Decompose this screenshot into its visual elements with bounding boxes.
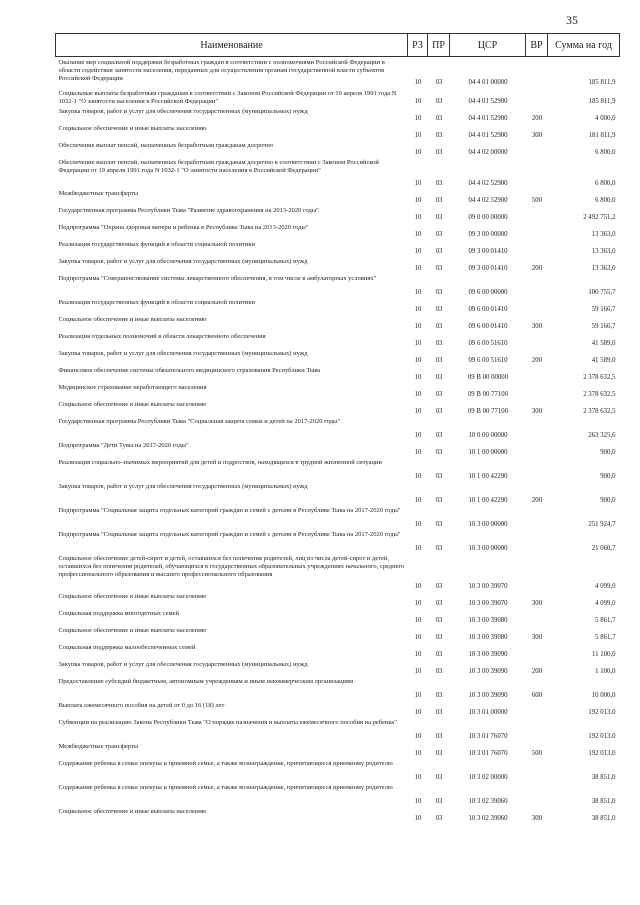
- row-sum: 41 589,0: [591, 339, 616, 347]
- row-sum: 5 861,7: [595, 616, 616, 624]
- row-name: Государственная программа Республики Тыва "Социальная защита семьи и детей на 2017-2020 годы": [58, 417, 341, 425]
- row-sum: 181 811,9: [588, 131, 616, 139]
- row-pr: 03: [435, 431, 443, 439]
- row-vr: 200: [531, 356, 543, 364]
- row-rz: 10: [414, 496, 422, 504]
- row-rz: 10: [414, 797, 422, 805]
- table-row: [56, 205, 620, 222]
- row-csr: 04 4 01 00000: [468, 79, 508, 87]
- table-row: [56, 348, 620, 365]
- row-csr: 10 3 00 00000: [468, 544, 508, 552]
- header-rz: РЗ: [408, 34, 428, 57]
- table-row: [56, 505, 620, 529]
- table-row: [56, 741, 620, 758]
- row-csr: 09 В 00 00000: [467, 373, 509, 381]
- row-rz: 10: [414, 732, 422, 740]
- table-row: [56, 123, 620, 140]
- row-csr: 10 3 00 39090: [468, 650, 508, 658]
- row-pr: 03: [435, 472, 443, 480]
- row-name: Закупка товаров, работ и услуг для обеспечения государственных (муниципальных) нужд: [58, 107, 308, 115]
- header-name: Наименование: [56, 34, 408, 57]
- row-rz: 10: [414, 97, 422, 105]
- row-pr: 03: [435, 496, 443, 504]
- row-pr: 03: [435, 633, 443, 641]
- row-sum: 38 851,0: [591, 814, 616, 822]
- table-row: [56, 806, 620, 823]
- row-vr: [526, 57, 548, 88]
- row-rz: 10: [414, 633, 422, 641]
- table-row: [56, 659, 620, 676]
- row-vr: 200: [531, 264, 543, 272]
- row-sum: 192 013,0: [588, 749, 616, 757]
- row-sum: 10 000,0: [591, 691, 616, 699]
- row-csr: 10 3 01 76070: [468, 732, 508, 740]
- header-vr: ВР: [526, 34, 548, 57]
- row-csr: 09 6 00 51610: [468, 339, 508, 347]
- row-csr: 04 4 02 52900: [468, 196, 508, 204]
- row-vr: [526, 88, 548, 106]
- row-sum: 5 861,7: [595, 633, 616, 641]
- row-vr: 300: [531, 633, 543, 641]
- row-rz: 10: [414, 322, 422, 330]
- row-vr: [526, 273, 548, 297]
- table-header-row: [56, 34, 620, 57]
- row-sum: 2 492 751,2: [583, 213, 616, 221]
- row-rz: 10: [414, 544, 422, 552]
- table-row: [56, 642, 620, 659]
- row-csr: 10 3 02 00000: [468, 773, 508, 781]
- row-sum: 2 378 632,5: [583, 390, 616, 398]
- row-pr: 03: [435, 582, 443, 590]
- row-rz: 10: [414, 114, 422, 122]
- row-name: Закупка товаров, работ и услуг для обеспечения государственных (муниципальных) нужд: [58, 660, 308, 668]
- row-pr: 03: [435, 79, 443, 87]
- row-name: Подпрограмма "Охрана здоровья матери и ребенка в Республике Тыва на 2013-2020 годы": [58, 223, 309, 231]
- row-csr: 04 4 02 00000: [468, 148, 508, 156]
- table-row: [56, 553, 620, 591]
- row-csr: 10 3 02 39060: [468, 797, 508, 805]
- row-csr: 09 3 00 01410: [468, 247, 508, 255]
- row-vr: [526, 297, 548, 314]
- row-pr: 03: [435, 616, 443, 624]
- row-csr: 09 0 00 00000: [468, 213, 508, 221]
- row-sum: 100 755,7: [588, 288, 616, 296]
- row-rz: 10: [414, 390, 422, 398]
- row-sum: 21 060,7: [591, 544, 616, 552]
- row-vr: [526, 440, 548, 457]
- table-row: [56, 416, 620, 440]
- table-row: [56, 440, 620, 457]
- row-rz: 10: [414, 472, 422, 480]
- row-vr: [526, 365, 548, 382]
- table-row: [56, 457, 620, 481]
- table-row: [56, 782, 620, 806]
- header-csr: ЦСР: [450, 34, 526, 57]
- row-pr: 03: [435, 732, 443, 740]
- row-pr: 03: [435, 196, 443, 204]
- row-name: Содержание ребенка в семье опекуна и приемной семье, а также вознаграждение, причитающееся приемному родителю: [58, 759, 393, 767]
- row-rz: 10: [414, 131, 422, 139]
- row-rz: 10: [414, 691, 422, 699]
- row-name: Закупка товаров, работ и услуг для обеспечения государственных (муниципальных) нужд: [58, 482, 308, 490]
- row-rz: 10: [414, 814, 422, 822]
- row-rz: 10: [414, 264, 422, 272]
- row-vr: [526, 416, 548, 440]
- row-vr: [526, 642, 548, 659]
- row-rz: 10: [414, 213, 422, 221]
- row-csr: 09 3 00 00000: [468, 230, 508, 238]
- row-csr: 10 1 00 00000: [468, 448, 508, 456]
- row-rz: 10: [414, 431, 422, 439]
- row-name: Финансовое обеспечение системы обязательного медицинского страхования Республики Тыва: [58, 366, 321, 374]
- row-pr: 03: [435, 97, 443, 105]
- row-sum: 185 811,9: [588, 79, 616, 87]
- row-pr: 03: [435, 373, 443, 381]
- row-name: Обеспечение выплат пенсий, назначенных безработным гражданам досрочно в соответствии с Законом Российской Федерации от 19 апреля 1991 года N 1032-1 "О занятости населения в Российской Федерации": [58, 158, 379, 174]
- table-row: [56, 57, 620, 88]
- table-row: [56, 529, 620, 553]
- row-rz: 10: [414, 196, 422, 204]
- row-csr: 10 1 00 42290: [468, 472, 508, 480]
- table-row: [56, 481, 620, 505]
- row-vr: [526, 205, 548, 222]
- budget-table: [55, 33, 620, 823]
- row-sum: 900,0: [600, 496, 616, 504]
- row-rz: 10: [414, 339, 422, 347]
- row-sum: 251 924,7: [588, 520, 616, 528]
- row-name: Закупка товаров, работ и услуг для обеспечения государственных (муниципальных) нужд: [58, 257, 308, 265]
- row-name: Социальное обеспечение и иные выплаты населению: [58, 626, 207, 634]
- row-csr: 09 6 00 01410: [468, 305, 508, 313]
- row-sum: 6 800,0: [595, 179, 616, 187]
- row-rz: 10: [414, 773, 422, 781]
- row-csr: 10 3 00 39070: [468, 582, 508, 590]
- row-vr: [526, 758, 548, 782]
- row-vr: [526, 239, 548, 256]
- row-rz: 10: [414, 448, 422, 456]
- row-sum: 4 000,0: [595, 114, 616, 122]
- row-rz: 10: [414, 179, 422, 187]
- row-name: Субвенции на реализацию Закона Республики Тыва "О порядке назначения и выплаты ежемесячного пособия на ребенка": [58, 718, 397, 726]
- row-name: Социальное обеспечение и иные выплаты населению: [58, 124, 207, 132]
- row-rz: 10: [414, 356, 422, 364]
- row-name: Реализация государственных функций в области социальной политики: [58, 240, 255, 248]
- row-name: Закупка товаров, работ и услуг для обеспечения государственных (муниципальных) нужд: [58, 349, 308, 357]
- row-csr: 10 3 00 39080: [468, 633, 508, 641]
- row-rz: 10: [414, 749, 422, 757]
- row-vr: 200: [531, 496, 543, 504]
- row-vr: 200: [531, 667, 543, 675]
- row-vr: [526, 157, 548, 188]
- row-csr: 04 4 01 52900: [468, 97, 508, 105]
- row-csr: 09 3 00 01410: [468, 264, 508, 272]
- row-name: Межбюджетные трансферты: [58, 189, 139, 197]
- row-pr: 03: [435, 814, 443, 822]
- row-csr: 10 0 00 00000: [468, 431, 508, 439]
- row-sum: 900,0: [600, 448, 616, 456]
- row-sum: 59 166,7: [591, 305, 616, 313]
- row-pr: 03: [435, 247, 443, 255]
- table-row: [56, 188, 620, 205]
- table-row: [56, 106, 620, 123]
- row-name: Предоставление субсидий бюджетным, автономным учреждениям и иным некоммерческим организациям: [58, 677, 354, 685]
- row-pr: 03: [435, 114, 443, 122]
- row-sum: 185 811,9: [588, 97, 616, 105]
- row-csr: 10 3 01 76070: [468, 749, 508, 757]
- page-number: 35: [566, 13, 578, 27]
- row-csr: 09 В 00 77100: [467, 390, 509, 398]
- header-pr: ПР: [428, 34, 450, 57]
- row-pr: 03: [435, 230, 443, 238]
- table-row: [56, 256, 620, 273]
- row-name: Медицинское страхование неработающего населения: [58, 383, 207, 391]
- row-vr: [526, 331, 548, 348]
- row-csr: 10 3 00 00000: [468, 520, 508, 528]
- row-pr: 03: [435, 148, 443, 156]
- row-pr: 03: [435, 288, 443, 296]
- row-pr: 03: [435, 131, 443, 139]
- row-csr: 10 3 00 39090: [468, 667, 508, 675]
- row-csr: 10 3 00 39090: [468, 691, 508, 699]
- row-pr: 03: [435, 599, 443, 607]
- header-sum: Сумма на год: [548, 34, 620, 57]
- row-sum: 41 589,0: [591, 356, 616, 364]
- row-pr: 03: [435, 773, 443, 781]
- table-row: [56, 365, 620, 382]
- row-vr: 500: [531, 749, 543, 757]
- row-sum: 192 013,0: [588, 732, 616, 740]
- row-vr: [526, 782, 548, 806]
- row-sum: 38 851,0: [591, 797, 616, 805]
- row-sum: 4 099,0: [595, 582, 616, 590]
- row-sum: 2 378 632,5: [583, 407, 616, 415]
- table-row: [56, 758, 620, 782]
- row-sum: 263 325,6: [588, 431, 616, 439]
- table-row: [56, 608, 620, 625]
- table-row: [56, 700, 620, 717]
- row-pr: 03: [435, 708, 443, 716]
- row-name: Социальная поддержка многодетных семей: [58, 609, 180, 617]
- table-row: [56, 314, 620, 331]
- row-pr: 03: [435, 749, 443, 757]
- row-vr: 300: [531, 599, 543, 607]
- row-csr: 10 3 01 00000: [468, 708, 508, 716]
- row-name: Выплата ежемесячного пособия на детей от 0 до 16 (18) лет: [58, 701, 225, 709]
- row-csr: 04 4 01 52900: [468, 114, 508, 122]
- row-sum: 13 363,0: [591, 247, 616, 255]
- row-rz: 10: [414, 650, 422, 658]
- row-name: Реализация государственных функций в области социальной политики: [58, 298, 255, 306]
- row-name: Подпрограмма "Социальная защита отдельных категорий граждан и семей с детьми в Республике Тыва на 2017-2020 годы": [58, 506, 401, 514]
- row-pr: 03: [435, 448, 443, 456]
- row-name: Обеспечение выплат пенсий, назначенных безработным гражданам досрочно: [58, 141, 274, 149]
- row-vr: [526, 529, 548, 553]
- row-vr: [526, 140, 548, 157]
- row-pr: 03: [435, 305, 443, 313]
- row-sum: 6 800,0: [595, 196, 616, 204]
- row-pr: 03: [435, 691, 443, 699]
- row-csr: 10 1 00 42290: [468, 496, 508, 504]
- row-rz: 10: [414, 582, 422, 590]
- row-name: Социальное обеспечение и иные выплаты населению: [58, 400, 207, 408]
- row-pr: 03: [435, 264, 443, 272]
- row-vr: [526, 382, 548, 399]
- row-rz: 10: [414, 520, 422, 528]
- row-csr: 10 3 00 39080: [468, 616, 508, 624]
- row-csr: 10 3 00 39070: [468, 599, 508, 607]
- row-rz: 10: [414, 148, 422, 156]
- row-rz: 10: [414, 288, 422, 296]
- row-pr: 03: [435, 650, 443, 658]
- table-row: [56, 717, 620, 741]
- row-rz: 10: [414, 616, 422, 624]
- row-vr: 200: [531, 114, 543, 122]
- table-row: [56, 676, 620, 700]
- table-row: [56, 273, 620, 297]
- row-pr: 03: [435, 520, 443, 528]
- row-pr: 03: [435, 407, 443, 415]
- row-csr: 09 6 00 00000: [468, 288, 508, 296]
- row-vr: 300: [531, 322, 543, 330]
- row-sum: 13 363,0: [591, 230, 616, 238]
- table-row: [56, 591, 620, 608]
- row-pr: 03: [435, 213, 443, 221]
- row-pr: 03: [435, 667, 443, 675]
- row-name: Межбюджетные трансферты: [58, 742, 139, 750]
- row-name: Социальное обеспечение и иные выплаты населению: [58, 807, 207, 815]
- row-rz: 10: [414, 79, 422, 87]
- row-pr: 03: [435, 179, 443, 187]
- row-vr: [526, 457, 548, 481]
- row-vr: 600: [531, 691, 543, 699]
- row-pr: 03: [435, 797, 443, 805]
- row-vr: 500: [531, 196, 543, 204]
- row-rz: 10: [414, 407, 422, 415]
- row-rz: 10: [414, 708, 422, 716]
- row-rz: 10: [414, 667, 422, 675]
- row-name: Реализация отдельных полномочий в области лекарственного обеспечения: [58, 332, 266, 340]
- row-name: Подпрограмма "Социальная защита отдельных категорий граждан и семей с детьми в Республике Тыва на 2017-2020 годы": [58, 530, 401, 538]
- row-sum: 1 100,0: [595, 667, 616, 675]
- row-pr: 03: [435, 390, 443, 398]
- row-csr: 09 В 00 77100: [467, 407, 509, 415]
- row-rz: 10: [414, 599, 422, 607]
- table-row: [56, 157, 620, 188]
- row-name: Социальное обеспечение детей-сирот и детей, оставшихся без попечения родителей, лиц из числа детей-сирот и детей, оставшихся без попечения родителей, обучающихся в государственных образовательных учреждениях начального, среднего профессионального образования и высшего профессионального образования: [58, 554, 405, 578]
- row-csr: 04 4 02 52900: [468, 179, 508, 187]
- row-sum: 11 100,0: [591, 650, 616, 658]
- row-sum: 6 800,0: [595, 148, 616, 156]
- row-sum: 2 378 632,5: [583, 373, 616, 381]
- row-sum: 192 013,0: [588, 708, 616, 716]
- row-pr: 03: [435, 356, 443, 364]
- table-row: [56, 88, 620, 106]
- row-name: Оказание мер социальной поддержки безработных граждан в соответствии с полномочиями Российской Федерации в области содействия занятости населения, переданных для осуществления органам государственной власти субъектов Российской Федерации: [58, 59, 385, 83]
- row-rz: 10: [414, 230, 422, 238]
- row-name: Подпрограмма "Совершенствование системы лекарственного обеспечения, в том числе в амбулаторных условиях": [58, 274, 377, 282]
- table-row: [56, 297, 620, 314]
- table-row: [56, 331, 620, 348]
- row-name: Социальные выплаты безработным гражданам в соответствии с Законом Российской Федерации от 19 апреля 1991 года N 1032-1 "О занятости населения в Российской Федерации": [58, 89, 397, 105]
- row-rz: 10: [414, 247, 422, 255]
- row-csr: 09 6 00 51610: [468, 356, 508, 364]
- row-vr: 300: [531, 131, 543, 139]
- row-rz: 10: [414, 305, 422, 313]
- row-name: Содержание ребенка в семье опекуна и приемной семье, а также вознаграждение, причитающееся приемному родителю: [58, 783, 393, 791]
- row-vr: [526, 700, 548, 717]
- row-name: Социальная поддержка малообеспеченных семей: [58, 643, 196, 651]
- row-vr: [526, 505, 548, 529]
- row-sum: 38 851,0: [591, 773, 616, 781]
- row-sum: 4 099,0: [595, 599, 616, 607]
- table-row: [56, 140, 620, 157]
- row-sum: 13 363,0: [591, 264, 616, 272]
- row-vr: [526, 553, 548, 591]
- row-vr: 300: [531, 814, 543, 822]
- table-row: [56, 239, 620, 256]
- table-row: [56, 399, 620, 416]
- row-csr: 10 3 02 39060: [468, 814, 508, 822]
- row-name: Государственная программа Республики Тыва "Развитие здравоохранения на 2013-2020 годы": [58, 206, 319, 214]
- row-vr: [526, 608, 548, 625]
- row-pr: 03: [435, 322, 443, 330]
- row-pr: 03: [435, 544, 443, 552]
- row-name: Социальное обеспечение и иные выплаты населению: [58, 592, 207, 600]
- row-vr: 300: [531, 407, 543, 415]
- row-vr: [526, 717, 548, 741]
- row-csr: 04 4 01 52900: [468, 131, 508, 139]
- table-row: [56, 625, 620, 642]
- row-name: Реализация социально-значимых мероприятий для детей и подростков, находящихся в трудной жизненной ситуации: [58, 458, 382, 466]
- row-sum: 900,0: [600, 472, 616, 480]
- row-rz: 10: [414, 373, 422, 381]
- row-name: Социальное обеспечение и иные выплаты населению: [58, 315, 207, 323]
- row-csr: 09 6 00 01410: [468, 322, 508, 330]
- row-vr: [526, 222, 548, 239]
- row-sum: 59 166,7: [591, 322, 616, 330]
- row-name: Подпрограмма "Дети Тувы на 2017-2020 годы": [58, 441, 189, 449]
- row-pr: 03: [435, 339, 443, 347]
- table-row: [56, 222, 620, 239]
- table-row: [56, 382, 620, 399]
